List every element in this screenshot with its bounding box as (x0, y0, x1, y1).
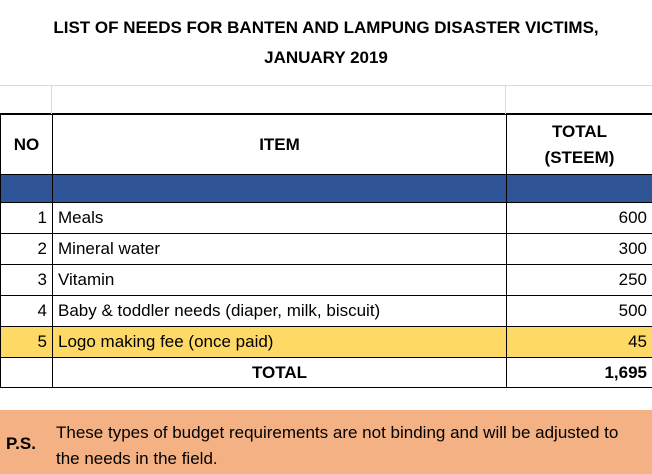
total-blank-cell[interactable] (1, 358, 53, 388)
table-row (1, 234, 652, 265)
row-item[interactable]: Meals (53, 203, 507, 234)
title-line-1: LIST OF NEEDS FOR BANTEN AND LAMPUNG DISASTER VICTIMS, (53, 18, 599, 37)
row-no[interactable]: 1 (1, 203, 53, 234)
row-total[interactable]: 45 (507, 327, 652, 358)
row-no[interactable]: 4 (1, 296, 53, 327)
needs-table (0, 114, 652, 388)
total-label[interactable]: TOTAL (53, 358, 507, 388)
header-no[interactable]: NO (1, 115, 53, 175)
header-item[interactable]: ITEM (53, 115, 507, 175)
row-total[interactable]: 600 (507, 203, 652, 234)
table-row (1, 265, 652, 296)
row-total[interactable]: 500 (507, 296, 652, 327)
grid-line (51, 86, 52, 114)
header-total[interactable] (507, 115, 652, 175)
table-row (1, 203, 652, 234)
row-item[interactable]: Logo making fee (once paid) (53, 327, 507, 358)
row-no[interactable]: 2 (1, 234, 53, 265)
gap-row (0, 384, 652, 410)
table-row-highlighted (1, 327, 652, 358)
row-no[interactable]: 3 (1, 265, 53, 296)
header-total-line-1: TOTAL (551, 121, 608, 141)
total-row (1, 358, 652, 388)
grid-line (505, 86, 506, 114)
spacer-row (0, 86, 652, 114)
band-cell[interactable] (53, 175, 507, 203)
header-total-line-2: (STEEM) (544, 147, 615, 167)
table-row (1, 296, 652, 327)
band-cell[interactable] (1, 175, 53, 203)
row-no[interactable]: 5 (1, 327, 53, 358)
band-cell[interactable] (507, 175, 652, 203)
row-total[interactable]: 300 (507, 234, 652, 265)
row-item[interactable]: Vitamin (53, 265, 507, 296)
row-item[interactable]: Baby & toddler needs (diaper, milk, biscuit) (53, 296, 507, 327)
total-value[interactable]: 1,695 (507, 358, 652, 388)
sheet-title (0, 0, 652, 86)
ps-text: These types of budget requirements are not binding and will be adjusted to the needs in the field. (56, 423, 619, 468)
blue-band-row (1, 175, 652, 203)
ps-note (0, 410, 652, 474)
row-total[interactable]: 250 (507, 265, 652, 296)
row-item[interactable]: Mineral water (53, 234, 507, 265)
title-line-2: JANUARY 2019 (264, 48, 388, 67)
ps-label: P.S. (6, 434, 36, 453)
header-row (1, 115, 652, 175)
